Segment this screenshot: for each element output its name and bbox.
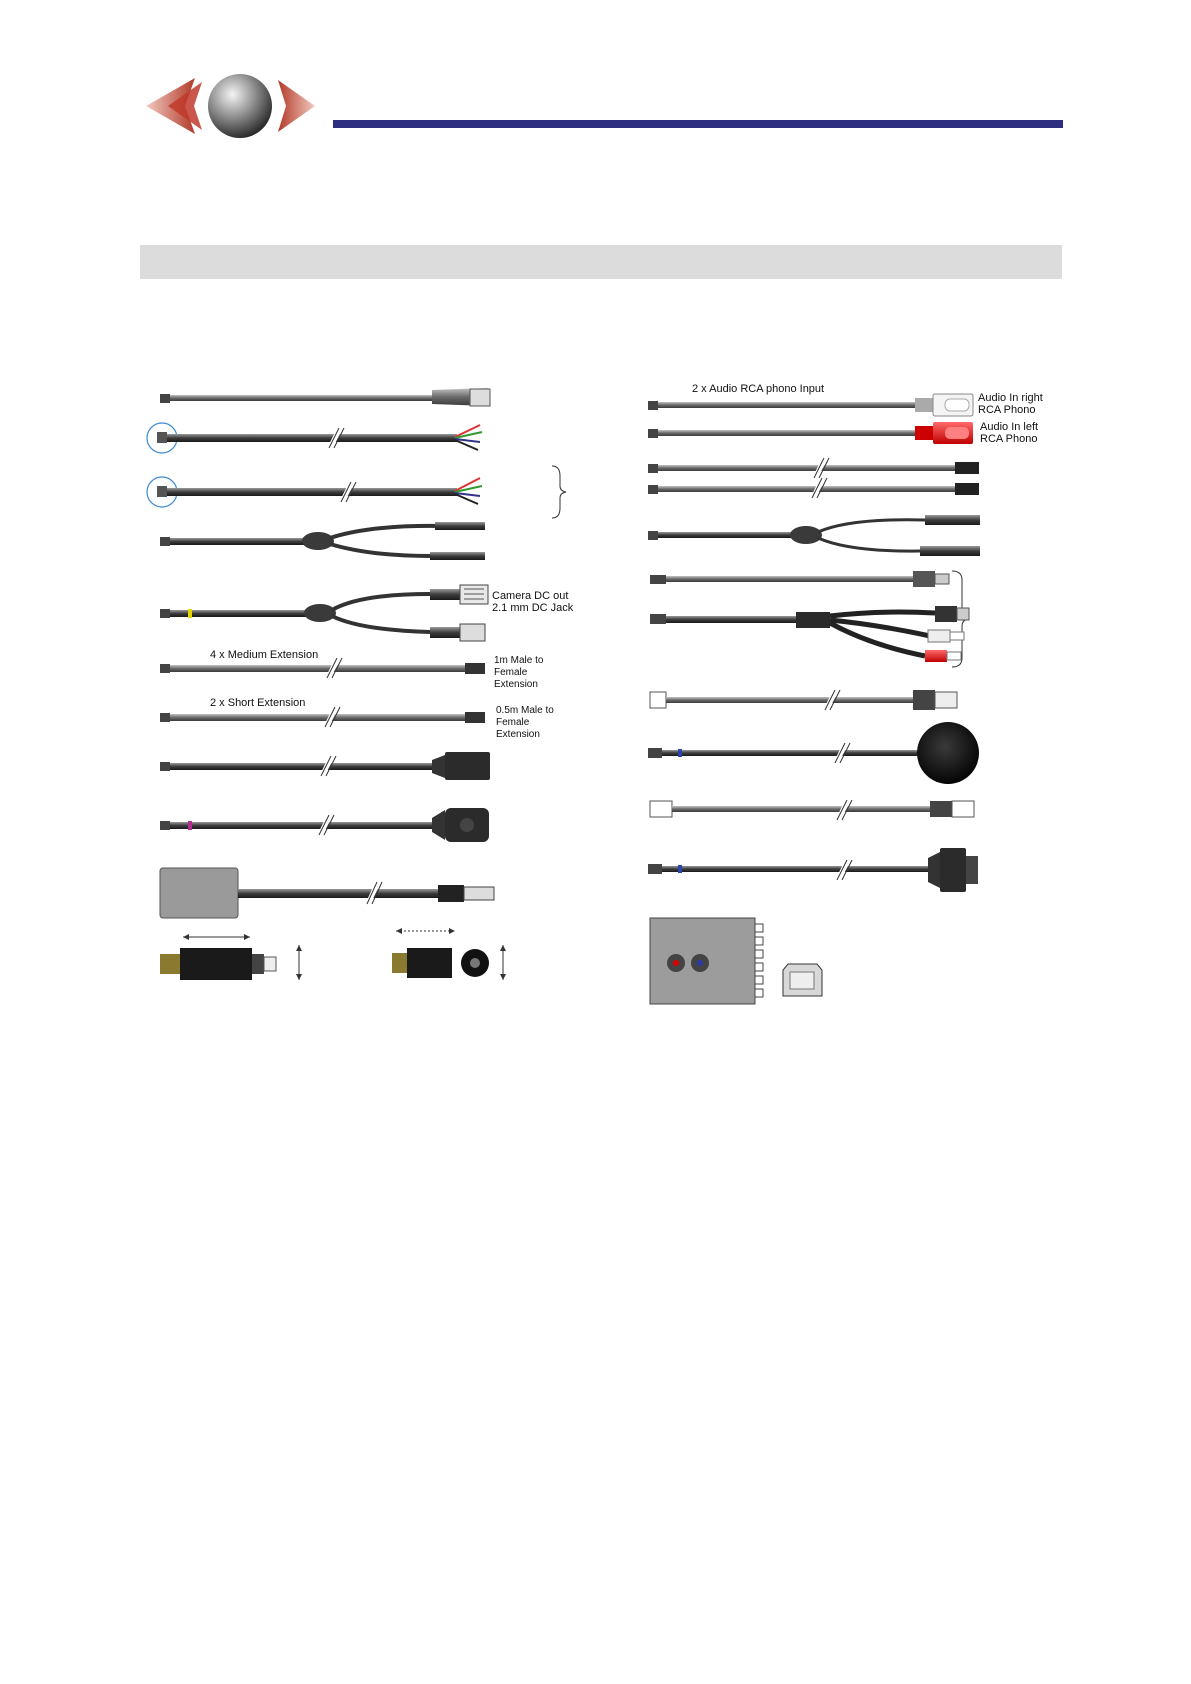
y-splitter-cable — [160, 522, 485, 560]
recorder-unit — [650, 918, 763, 1004]
cable-socket — [160, 388, 490, 406]
camera-dc-out-label: Camera DC out — [492, 590, 569, 602]
male-female-05m-label-b: Female — [496, 717, 530, 728]
breakout-cable — [650, 606, 969, 662]
usb-adapter-cable — [160, 808, 489, 842]
short-extension-label: 2 x Short Extension — [210, 697, 306, 709]
male-female-05m-label-a: 0.5m Male to — [496, 705, 554, 716]
medium-extension-label: 4 x Medium Extension — [210, 649, 319, 661]
audio-rca-left-cable — [648, 422, 973, 444]
audio-rca-right-cable — [648, 394, 973, 416]
right-y-splitter-cable — [648, 515, 980, 556]
dc-jack-label: 2.1 mm DC Jack — [492, 602, 574, 614]
audio-out-cable-1 — [648, 458, 979, 478]
flying-lead-cable-1 — [147, 423, 482, 453]
male-female-1m-label-b: Female — [494, 667, 528, 678]
audio-input-label: 2 x Audio RCA phono Input — [692, 383, 825, 395]
audio-left-label-a: Audio In left — [980, 421, 1039, 433]
medium-extension-cable — [160, 658, 485, 678]
audio-out-cable-2 — [648, 478, 979, 498]
ethernet-cable — [650, 800, 974, 820]
flying-lead-cable-2 — [147, 466, 566, 518]
audio-right-label-a: Audio In right — [978, 392, 1043, 404]
bnc-adapter-right — [392, 928, 506, 980]
audio-left-label-b: RCA Phono — [980, 433, 1038, 445]
usb-a-cable — [650, 690, 957, 710]
camera-dc-out-cable — [160, 585, 488, 641]
power-supply-cable — [160, 868, 494, 918]
male-female-05m-label-c: Extension — [496, 729, 540, 740]
audio-right-label-b: RCA Phono — [978, 404, 1036, 416]
sd-card-icon — [783, 964, 822, 996]
short-extension-cable — [160, 707, 485, 727]
male-female-1m-label-a: 1m Male to — [494, 655, 544, 666]
serial-cable — [648, 848, 978, 892]
bnc-adapter-left — [160, 934, 302, 980]
usb-female-cable — [160, 752, 490, 780]
male-female-1m-label-c: Extension — [494, 679, 538, 690]
microphone-disc-cable — [648, 722, 979, 784]
